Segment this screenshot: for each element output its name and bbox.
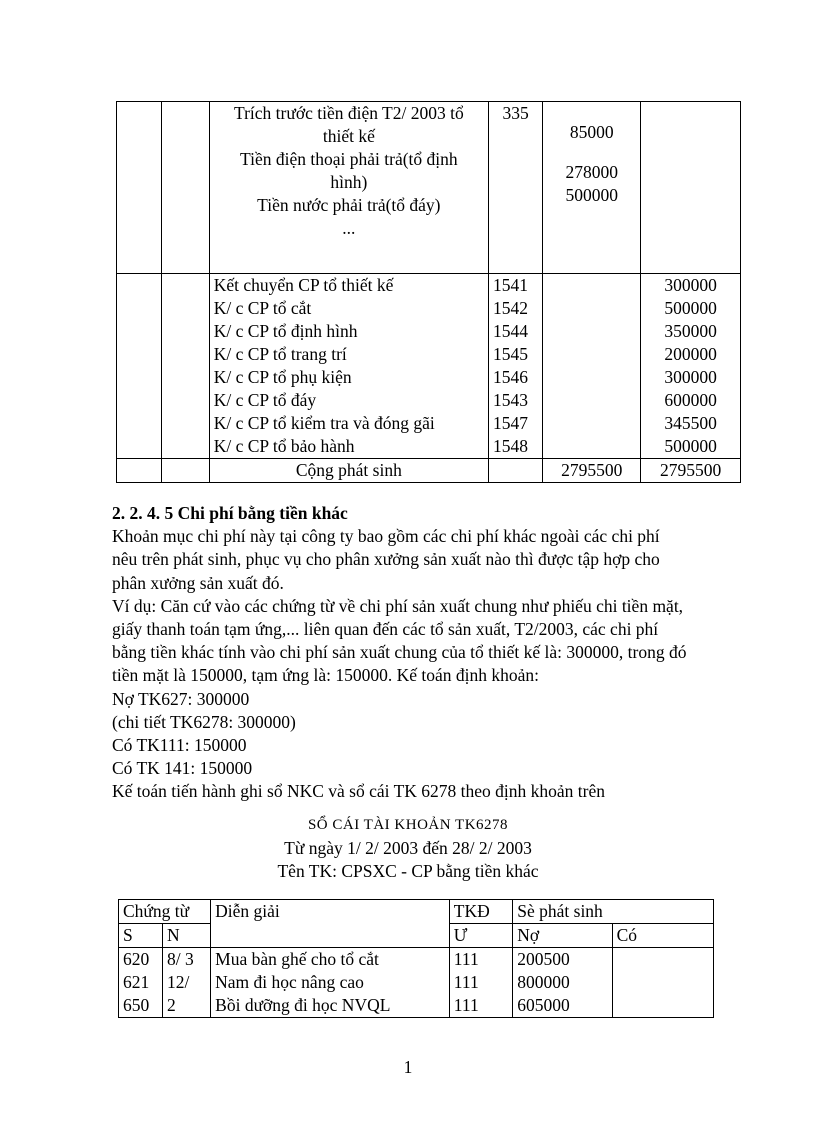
- tkdu-header: Ư: [449, 924, 512, 948]
- credit-value: 300000: [664, 275, 717, 295]
- ledger-table-top: [116, 101, 741, 483]
- desc-header: Diễn giải: [211, 900, 450, 948]
- account-value: 1543: [492, 390, 528, 410]
- voucher-number: 650: [123, 995, 150, 1015]
- row-description: Nam đi học nâng cao: [215, 972, 364, 992]
- credit-value: 350000: [664, 321, 717, 341]
- table-cell: [117, 459, 162, 483]
- table-cell: [162, 274, 209, 459]
- paragraph-line: Có TK111: 150000: [112, 735, 247, 756]
- description-cell: [209, 102, 488, 274]
- table-cell: [117, 274, 162, 459]
- ledger-heading: [0, 814, 816, 883]
- table-cell: [449, 948, 512, 1018]
- row-account: 111: [453, 949, 479, 969]
- desc-line: thiết kế: [322, 126, 375, 146]
- account-value: 1547: [492, 413, 528, 433]
- debit-header: Nợ: [513, 924, 612, 948]
- table-cell: [117, 102, 162, 274]
- n-header: N: [163, 924, 211, 948]
- voucher-header: Chứng từ: [119, 900, 211, 924]
- paragraph-line: bằng tiền khác tính vào chi phí sản xuất chung của tổ thiết kế là: 300000, trong đó: [112, 642, 687, 663]
- desc-line: K/ c CP tổ trang trí: [213, 344, 347, 364]
- header-row: [119, 900, 714, 924]
- credit-cell: [641, 274, 741, 459]
- desc-line: Trích trước tiền điện T2/ 2003 tổ: [234, 103, 464, 123]
- table-cell: [119, 948, 163, 1018]
- paragraph-line: Ví dụ: Căn cứ vào các chứng từ về chi phí sản xuất chung như phiếu chi tiền mặt,: [112, 595, 684, 616]
- row-debit: 200500: [517, 949, 570, 969]
- paragraph-line: Nợ TK627: 300000: [112, 688, 250, 709]
- account-value: 1542: [492, 298, 528, 318]
- amount-header: Sè phát sinh: [513, 900, 714, 924]
- paragraph-line: (chi tiết TK6278: 300000): [112, 711, 296, 732]
- debit-cell: [543, 102, 641, 274]
- credit-value: 500000: [664, 298, 717, 318]
- table-cell: [162, 459, 209, 483]
- credit-value: 600000: [664, 390, 717, 410]
- desc-line: K/ c CP tổ bảo hành: [213, 436, 355, 456]
- table-cell: [513, 948, 612, 1018]
- table-row: [117, 102, 741, 274]
- account-value: 1545: [492, 344, 528, 364]
- ledger-period: Từ ngày 1/ 2/ 2003 đến 28/ 2/ 2003: [284, 838, 532, 858]
- credit-header: Có: [612, 924, 713, 948]
- desc-line: K/ c CP tổ cắt: [213, 298, 312, 318]
- account-value: 1548: [492, 436, 528, 456]
- paragraph-line: Kế toán tiến hành ghi sổ NKC và sổ cái TK 6278 theo định khoản trên: [112, 781, 605, 802]
- credit-value: 345500: [664, 413, 717, 433]
- account-cell: [488, 274, 542, 459]
- section-title: 2. 2. 4. 5 Chi phí bằng tiền khác: [112, 503, 348, 523]
- account-value: 1541: [492, 275, 528, 295]
- desc-line: ...: [342, 218, 356, 238]
- table-cell: [163, 948, 211, 1018]
- total-credit: 2795500: [641, 459, 741, 483]
- row-description: Mua bàn ghế cho tổ cắt: [215, 949, 379, 969]
- desc-line: K/ c CP tổ định hình: [213, 321, 358, 341]
- paragraph-line: nêu trên phát sinh, phục vụ cho phân xưởng sản xuất nào thì được tập hợp cho: [112, 549, 660, 570]
- ledger-table-bottom: [118, 899, 714, 1018]
- row-debit: 800000: [517, 972, 570, 992]
- page-number: 1: [403, 1057, 413, 1077]
- debit-value: 500000: [565, 185, 619, 205]
- credit-value: 200000: [664, 344, 717, 364]
- voucher-number: 620: [123, 949, 150, 969]
- row-account: 111: [453, 995, 479, 1015]
- table-row: [119, 948, 714, 1018]
- paragraph-line: tiền mặt là 150000, tạm ứng là: 150000. Kế toán định khoản:: [112, 665, 539, 686]
- voucher-date: 12/: [167, 972, 190, 992]
- description-cell: [209, 274, 488, 459]
- section-body: [112, 502, 752, 804]
- table-row: [117, 274, 741, 459]
- total-label: Cộng phát sinh: [209, 459, 488, 483]
- account-value: 1544: [492, 321, 528, 341]
- s-header: S: [119, 924, 163, 948]
- debit-value: 278000: [565, 162, 619, 182]
- row-description: Bồi dưỡng đi học NVQL: [215, 995, 391, 1015]
- credit-value: 300000: [664, 367, 717, 387]
- desc-line: K/ c CP tổ đáy: [213, 390, 317, 410]
- debit-cell: [543, 274, 641, 459]
- debit-value: 85000: [569, 122, 614, 142]
- desc-line: K/ c CP tổ phụ kiện: [213, 367, 352, 387]
- table-cell: [211, 948, 450, 1018]
- total-row: [117, 459, 741, 483]
- desc-line: Tiền điện thoại phải trả(tổ định: [240, 149, 458, 169]
- voucher-date: 2: [167, 995, 176, 1015]
- table-cell: [612, 948, 713, 1018]
- table-cell: [162, 102, 209, 274]
- ledger-account-name: Tên TK: CPSXC - CP bằng tiền khác: [277, 861, 539, 881]
- account-value: 1546: [492, 367, 528, 387]
- table-cell: [488, 459, 542, 483]
- tkdu-header: TKĐ: [449, 900, 512, 924]
- ledger-title: SỔ CÁI TÀI KHOẢN TK6278: [307, 817, 509, 833]
- paragraph-line: giấy thanh toán tạm ứng,... liên quan đến các tổ sản xuất, T2/2003, các chi phí: [112, 619, 659, 640]
- account-cell: 335: [488, 102, 542, 274]
- row-debit: 605000: [517, 995, 570, 1015]
- total-debit: 2795500: [543, 459, 641, 483]
- voucher-number: 621: [123, 972, 150, 992]
- voucher-date: 8/ 3: [167, 949, 194, 969]
- row-account: 111: [453, 972, 479, 992]
- paragraph-line: Khoản mục chi phí này tại công ty bao gồm các chi phí khác ngoài các chi phí: [112, 526, 660, 547]
- desc-line: hình): [330, 172, 368, 192]
- paragraph-line: Có TK 141: 150000: [112, 758, 253, 779]
- desc-line: K/ c CP tổ kiểm tra và đóng gãi: [213, 413, 435, 433]
- desc-line: Kết chuyển CP tổ thiết kế: [213, 275, 394, 295]
- paragraph-line: phân xưởng sản xuất đó.: [112, 572, 284, 593]
- credit-cell: [641, 102, 741, 274]
- credit-value: 500000: [664, 436, 717, 456]
- desc-line: Tiền nước phải trả(tổ đáy): [257, 195, 441, 215]
